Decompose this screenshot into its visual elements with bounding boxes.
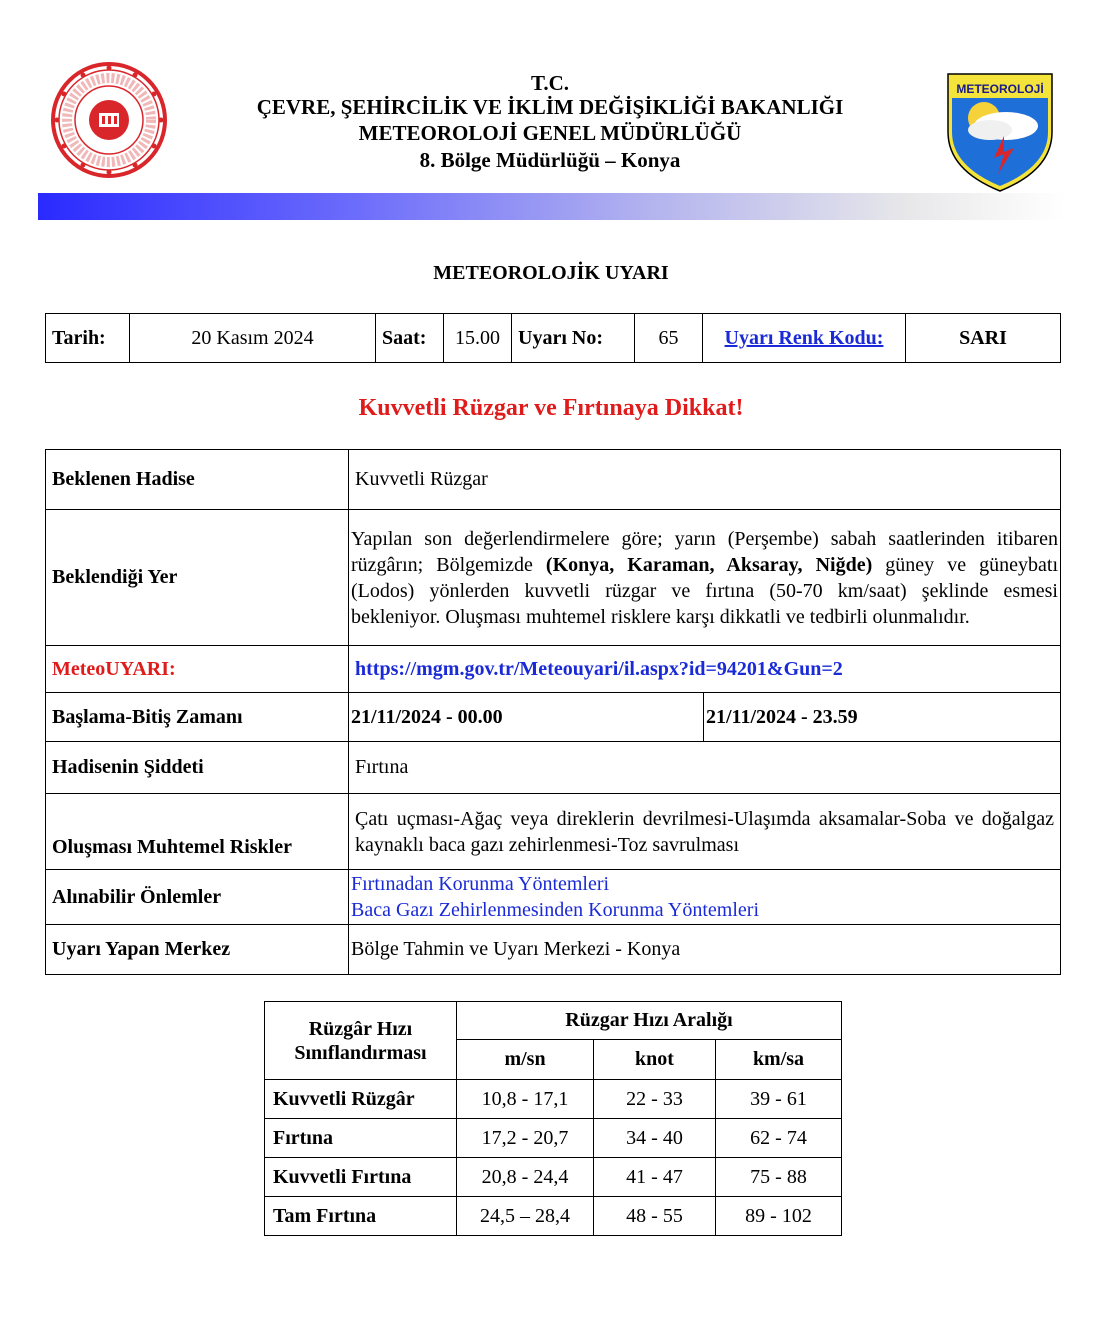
color-code-value: SARI	[906, 314, 1061, 363]
table-row: Kuvvetli Rüzgâr 10,8 - 17,1 22 - 33 39 - 61	[265, 1080, 842, 1119]
unit-kmh: km/sa	[716, 1040, 842, 1080]
meteo-warning-link[interactable]: https://mgm.gov.tr/Meteouyari/il.aspx?id=94201&Gun=2	[355, 657, 843, 680]
svg-text:METEOROLOJİ: METEOROLOJİ	[956, 82, 1044, 96]
center-value: Bölge Tahmin ve Uyarı Merkezi - Konya	[349, 925, 1061, 975]
meteoroloji-shield-icon	[944, 70, 1056, 194]
risks-label: Oluşması Muhtemel Riskler	[46, 794, 349, 870]
alert-heading: Kuvvetli Rüzgar ve Fırtınaya Dikkat!	[358, 395, 744, 421]
table-row: Kuvvetli Fırtına 20,8 - 24,4 41 - 47 75 - 88	[265, 1158, 842, 1197]
place-label: Beklendiği Yer	[46, 510, 349, 646]
time-label: Saat:	[376, 314, 444, 363]
storm-protection-link[interactable]: Fırtınadan Korunma Yöntemleri	[351, 873, 610, 895]
date-value: 20 Kasım 2024	[130, 314, 376, 363]
warning-no-label: Uyarı No:	[512, 314, 635, 363]
header-line-tc: T.C.	[530, 71, 570, 95]
unit-ms: m/sn	[457, 1040, 594, 1080]
measures-label: Alınabilir Önlemler	[46, 870, 349, 925]
start-time: 21/11/2024 - 00.00	[349, 693, 704, 741]
end-time: 21/11/2024 - 23.59	[706, 705, 858, 728]
severity-value: Fırtına	[349, 742, 1061, 794]
place-value: Yapılan son değerlendirmelere göre; yarın (Perşembe) sabah saatlerinden itibaren rüzgârın; Bölgemizde (Konya, Karaman, Aksaray, Niğde) güney ve güneybatı (Lodos) yönlerden kuvvetli rüzgar ve fırtına (50-70 km/saat) şeklinde esmesi bekleniyor. Oluşması muhtemel risklere karşı dikkatli ve tedbirli olunmalıdır.	[349, 510, 1061, 646]
meteo-warning-label: MeteoUYARI:	[46, 646, 349, 693]
color-code-link[interactable]: Uyarı Renk Kodu:	[724, 326, 884, 349]
table-row: Fırtına 17,2 - 20,7 34 - 40 62 - 74	[265, 1119, 842, 1158]
classification-header: Rüzgâr Hızı Sınıflandırması	[265, 1002, 457, 1080]
header-region: 8. Bölge Müdürlüğü – Konya	[419, 148, 681, 172]
header-ministry: ÇEVRE, ŞEHİRCİLİK VE İKLİM DEĞİŞİKLİĞİ BAKANLIĞI	[256, 95, 844, 119]
start-end-label: Başlama-Bitiş Zamanı	[46, 693, 349, 742]
wind-speed-table	[264, 1001, 842, 1236]
unit-knot: knot	[594, 1040, 716, 1080]
header-directorate: METEOROLOJİ GENEL MÜDÜRLÜĞÜ	[358, 121, 742, 145]
flue-gas-protection-link[interactable]: Baca Gazı Zehirlenmesinden Korunma Yöntemleri	[351, 899, 759, 921]
event-value: Kuvvetli Rüzgar	[349, 450, 1061, 510]
table-row: Tam Fırtına 24,5 – 28,4 48 - 55 89 - 102	[265, 1197, 842, 1236]
document-title: METEOROLOJİK UYARI	[433, 262, 669, 284]
event-label: Beklenen Hadise	[46, 450, 349, 510]
range-header: Rüzgar Hızı Aralığı	[457, 1002, 842, 1040]
risks-value: Çatı uçması-Ağaç veya direklerin devrilmesi-Ulaşımda aksamalar-Soba ve doğalgaz kaynaklı baca gazı zehirlenmesi-Toz savrulması	[349, 794, 1061, 870]
severity-label: Hadisenin Şiddeti	[46, 742, 349, 794]
warning-info-table	[45, 313, 1061, 363]
warning-no-value: 65	[635, 314, 703, 363]
ministry-seal-icon	[50, 61, 168, 179]
warning-details-table	[45, 449, 1061, 975]
center-label: Uyarı Yapan Merkez	[46, 925, 349, 975]
header-gradient-bar	[38, 193, 1065, 220]
date-label: Tarih:	[46, 314, 130, 363]
time-value: 15.00	[444, 314, 512, 363]
